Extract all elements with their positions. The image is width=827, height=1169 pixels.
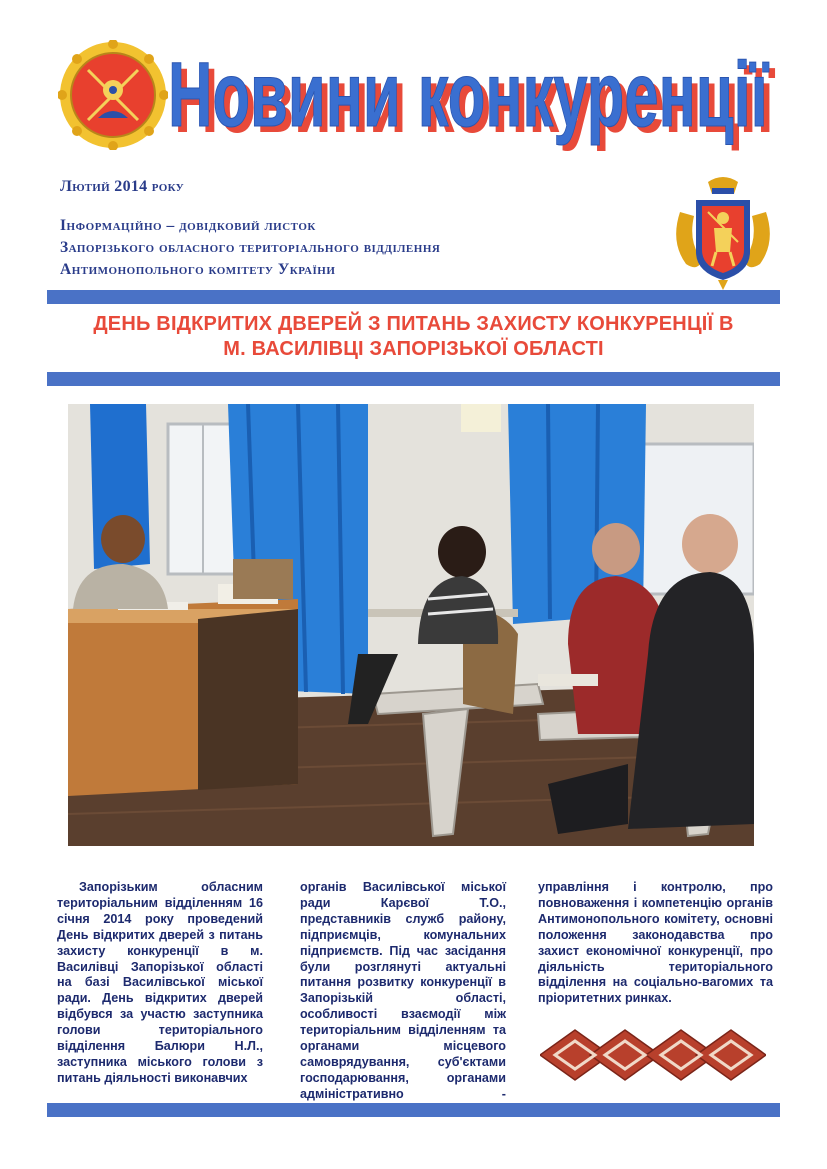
divider-rule: [47, 372, 780, 386]
info-line-2: Запорізького обласного територіального відділення: [60, 239, 441, 256]
info-line-1: Інформаційно – довідковий листок: [60, 217, 316, 234]
article-headline: [47, 312, 780, 362]
meeting-photo: [68, 404, 754, 846]
article-column-2: органів Василівської міської ради Карєвої Т.О., представників служб району, підприємців, комунальних підприємств. Під час засідання були розглянуті актуальні питання розвитку конкуренції в Запорізькій області, особливості взаємодії між територіальним відділенням та органами місцевого самоврядування, суб'єктами господарювання, органами адміністративно -: [300, 880, 506, 1101]
divider-rule: [47, 290, 780, 304]
headline-line-2: М. ВАСИЛІВЦІ ЗАПОРІЗЬКОЇ ОБЛАСТІ: [223, 338, 604, 360]
info-line-3: Антимонопольного комітету України: [60, 261, 336, 278]
masthead-title: [168, 28, 808, 158]
divider-rule: [47, 1103, 780, 1117]
coat-of-arms-icon: [668, 172, 778, 292]
svg-text:Новини конкуренції: Новини конкуренції: [174, 50, 776, 152]
regional-emblem-icon: [58, 40, 168, 150]
article-column-3: управління і контролю, про повноваження і компетенцію органів Антимонопольного комітету, основні положення законодавства про захист економічної конкуренції, про діяльність територіального відділення на соціально-вагомих та пріоритетних ринках.: [538, 880, 773, 1006]
article-column-1: Запорізьким обласним територіальним відділенням 16 січня 2014 року проведений День відкритих дверей з питань захисту конкуренції в м. Василівці Запорізької області на базі Василівської міської ради. День відкритих дверей відбувся за участю заступника голови територіального відділення Балюри Н.Л., заступника міського голови з питань діяльності виконавчих: [57, 880, 263, 1085]
ornament-knot-icon: [540, 1020, 766, 1090]
svg-text:Новини конкуренції: Новини конкуренції: [168, 44, 770, 146]
headline-line-1: ДЕНЬ ВІДКРИТИХ ДВЕРЕЙ З ПИТАНЬ ЗАХИСТУ КОНКУРЕНЦІЇ В: [93, 313, 734, 335]
issue-date: Лютий 2014 року: [60, 178, 185, 195]
